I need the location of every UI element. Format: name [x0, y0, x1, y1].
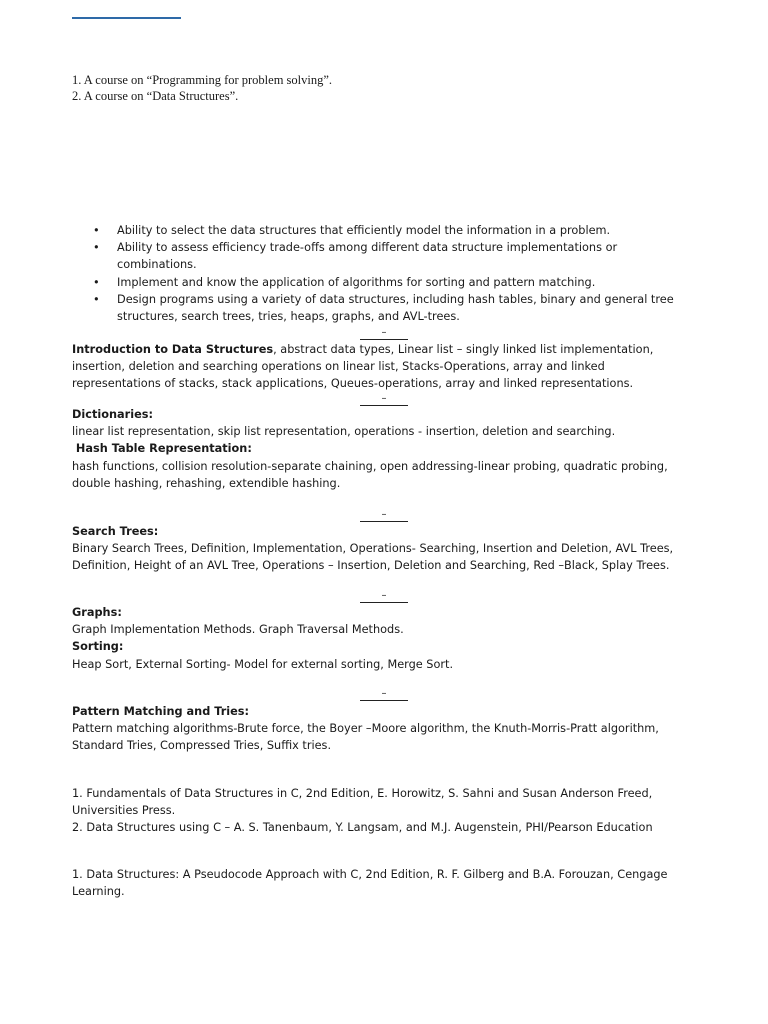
textbook-item: 2. Data Structures using C – A. S. Tanenbaum, Y. Langsam, and M.J. Augenstein, PHI/Pearson Education	[72, 821, 653, 835]
unit-4-marker: –	[360, 590, 408, 603]
dictionaries-text: linear list representation, skip list representation, operations - insertion, deletion and searching.	[72, 425, 616, 439]
unit-5-section	[72, 703, 692, 755]
header-rule	[72, 17, 181, 19]
reference-item: 1. Data Structures: A Pseudocode Approach with C, 2nd Edition, R. F. Gilberg and B.A. Forouzan, Cengage Learning.	[72, 868, 668, 899]
outcome-text: Implement and know the application of algorithms for sorting and pattern matching.	[117, 275, 596, 289]
outcome-text: Ability to select the data structures that efficiently model the information in a problem.	[117, 224, 611, 237]
unit-1-text: , abstract data types, Linear list – singly linked list implementation, insertion, deletion and searching operations on linear list, Stacks-Operations, array and linked representations of stacks, stack applications, Queues-operations, array and linked representations.	[72, 343, 654, 391]
prerequisite-item: 1. A course on “Programming for problem solving”.	[72, 73, 333, 87]
outcome-item	[93, 291, 693, 325]
pattern-matching-heading: Pattern Matching and Tries:	[72, 705, 250, 718]
bullet-icon: •	[93, 224, 100, 237]
hash-table-heading: Hash Table Representation:	[72, 442, 252, 456]
prerequisite-item: 2. A course on “Data Structures”.	[72, 89, 239, 103]
unit-3-section	[72, 523, 692, 575]
graphs-heading: Graphs:	[72, 606, 122, 619]
textbooks-section	[72, 785, 692, 837]
unit-2-section	[72, 406, 692, 492]
unit-1-section	[72, 341, 692, 393]
outcome-item	[93, 274, 693, 291]
search-trees-heading: Search Trees:	[72, 525, 159, 538]
sorting-heading: Sorting:	[72, 640, 124, 654]
unit-1-paragraph	[72, 341, 692, 393]
outcome-item	[93, 239, 693, 273]
search-trees-text: Binary Search Trees, Definition, Implementation, Operations- Searching, Insertion and Deletion, AVL Trees, Definition, Height of an AVL Tree, Operations – Insertion, Deletion and Searching, Red –Black, Splay Trees.	[72, 542, 674, 573]
unit-4-section	[72, 604, 692, 673]
unit-2-marker: –	[360, 393, 408, 406]
bullet-icon: •	[93, 275, 100, 289]
unit-3-marker: –	[360, 509, 408, 522]
unit-5-marker: –	[360, 688, 408, 701]
unit-1-heading: Introduction to Data Structures	[72, 343, 274, 356]
outcome-item	[93, 222, 693, 239]
pattern-matching-text: Pattern matching algorithms-Brute force, the Boyer –Moore algorithm, the Knuth-Morris-Pratt algorithm, Standard Tries, Compressed Tries, Suffix tries.	[72, 722, 659, 753]
unit-1-marker: –	[360, 327, 408, 340]
outcome-text: Ability to assess efficiency trade-offs among different data structure implementations or combinations.	[117, 241, 618, 272]
bullet-icon: •	[93, 292, 100, 306]
graphs-text: Graph Implementation Methods. Graph Traversal Methods.	[72, 623, 404, 637]
bullet-icon: •	[93, 241, 100, 255]
course-outcomes-list	[93, 222, 693, 325]
textbook-item: 1. Fundamentals of Data Structures in C, 2nd Edition, E. Horowitz, S. Sahni and Susan Anderson Freed, Universities Press.	[72, 787, 653, 818]
prerequisites-list	[72, 72, 332, 104]
sorting-text: Heap Sort, External Sorting- Model for external sorting, Merge Sort.	[72, 657, 454, 671]
dictionaries-heading: Dictionaries:	[72, 408, 153, 421]
outcome-text: Design programs using a variety of data structures, including hash tables, binary and general tree structures, search trees, tries, heaps, graphs, and AVL-trees.	[117, 292, 674, 324]
hash-table-text: hash functions, collision resolution-separate chaining, open addressing-linear probing, quadratic probing, double hashing, rehashing, extendible hashing.	[72, 459, 668, 490]
references-section	[72, 866, 692, 900]
